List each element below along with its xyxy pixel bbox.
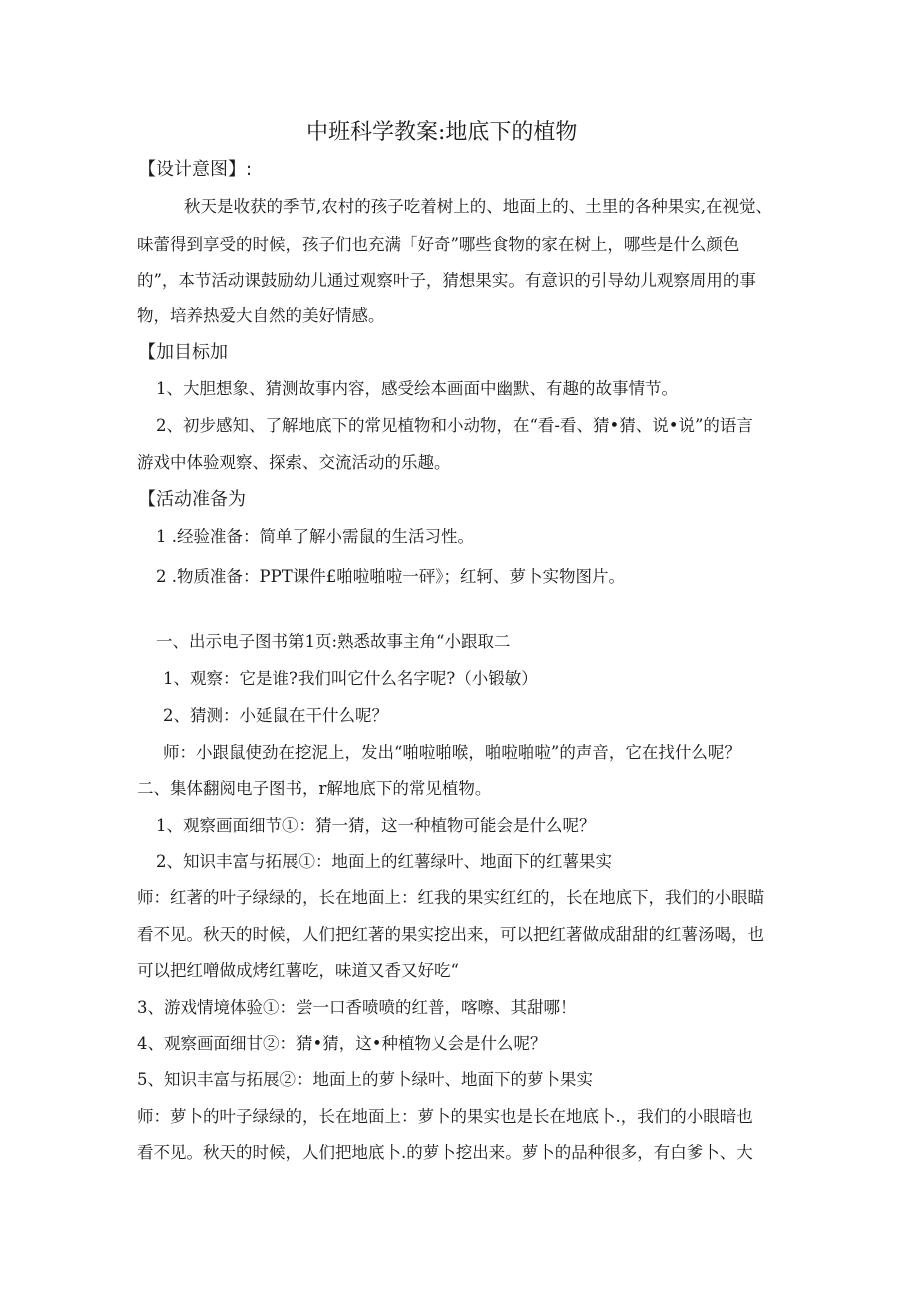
- paragraph-line: 可以把红噌做成烤红薯吃，味道又香又好吃“: [137, 961, 459, 980]
- preparation-heading: 【活动准备为: [138, 489, 246, 510]
- paragraph-line: 看不见。秋天的时候，人们把红著的果实挖出来，可以把红著做成甜甜的红薯汤喝，也: [137, 925, 764, 944]
- design-intent-heading: 【设计意图】:: [138, 159, 253, 180]
- goals-heading: 【加目标加: [138, 342, 228, 363]
- paragraph-line: 游戏中体验观察、探索、交流活动的乐趣。: [137, 453, 451, 472]
- goal-item: 2、初步感知、了解地底下的常见植物和小动物，在“看-看、猜•猜、说•说”的语言: [156, 416, 753, 435]
- paragraph-line: 秋天是收获的季节,农村的孩子吃着树上的、地面上的、土里的各种果实,在视觉、: [184, 197, 772, 216]
- process-step: 2、猜测：小延鼠在干什么呢？: [163, 706, 388, 725]
- teacher-line: 师：红著的叶子绿绿的，长在地面上：红我的果实红红的，长在地底下，我们的小眼瞄: [137, 888, 764, 907]
- process-step: 1、观察：它是谁?我们叫它什么名字呢?（小锻敏）: [163, 669, 538, 688]
- paragraph-line: 看不见。秋天的时候，人们把地底卜.的萝卜挖出来。萝卜的品种很多，有白爹卜、大: [137, 1143, 753, 1162]
- process-step: 3、游戏情境体验①：尝一口香喷喷的红普，喀嚓、其甜哪！: [137, 998, 577, 1017]
- preparation-item: 1 .经验准备：简单了解小需鼠的生活习性。: [156, 527, 474, 546]
- process-step: 1、观察画面细节①：猜一猜，这一种植物可能会是什么呢？: [156, 816, 596, 835]
- process-step: 二、集体翻阅电子图书，r解地底下的常见植物。: [137, 779, 492, 798]
- goal-item: 1、大胆想象、猜测故事内容，感受绘本画面中幽默、有趣的故事情节。: [156, 379, 678, 398]
- teacher-line: 师：萝卜的叶子绿绿的，长在地面上：萝卜的果实也是长在地底卜.，我们的小眼暗也: [137, 1107, 753, 1126]
- process-step: 2、知识丰富与拓展①：地面上的红薯绿叶、地面下的红薯果实: [156, 852, 612, 871]
- preparation-item: 2 .物质准备：PPT课件£啪啦啪啦一砰》；红轲、萝卜实物图片。: [156, 567, 625, 586]
- paragraph-line: 的”，本节活动课鼓励幼儿通过观察叶子，猜想果实。有意识的引导幼儿观察周用的事: [137, 271, 756, 290]
- page-title: 中班科学教案:地底下的植物: [306, 120, 578, 145]
- paragraph-line: 物，培养热爱大自然的美好情感。: [137, 306, 385, 325]
- process-step: 5、知识丰富与拓展②：地面上的萝卜绿叶、地面下的萝卜果实: [137, 1070, 593, 1089]
- process-step: 4、观察画面细甘②：猜•猜，这•种植物乂会是什么呢？: [137, 1034, 547, 1053]
- process-step: 一、出示电子图书第1页:熟悉故事主角“小跟取二: [156, 632, 511, 651]
- paragraph-line: 味蕾得到享受的时候，孩子们也充满「好奇”哪些食物的家在树上，哪些是什么颜色: [137, 235, 740, 254]
- teacher-line: 师：小跟鼠使劲在挖泥上，发出“啪啦啪喉，啪啦啪啦”的声音，它在找什么呢？: [163, 743, 741, 762]
